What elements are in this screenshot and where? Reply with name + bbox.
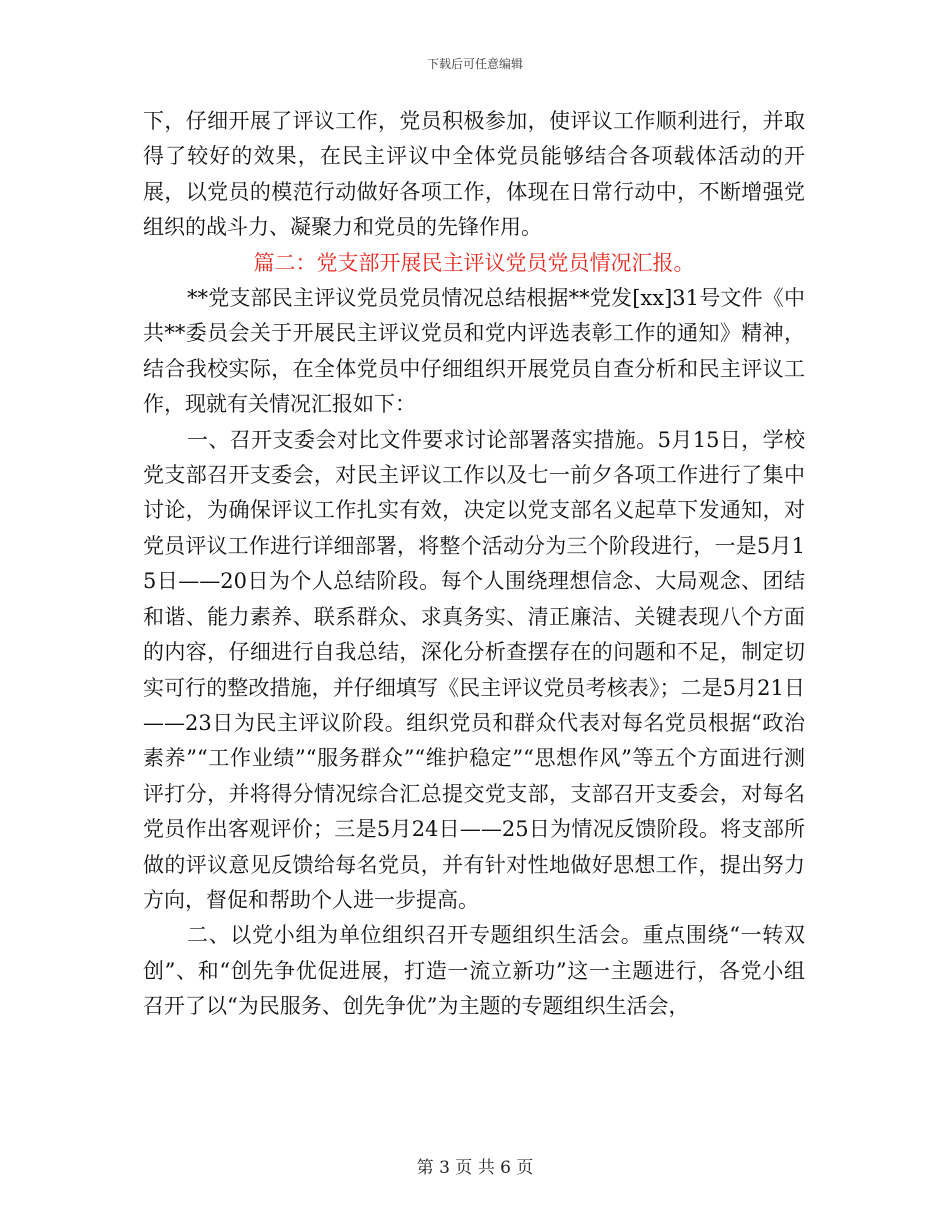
document-body xyxy=(143,104,805,1025)
paragraph-continuation: 下，仔细开展了评议工作，党员积极参加，使评议工作顺利进行，并取得了较好的效果，在民主评议中全体党员能够结合各项载体活动的开展，以党员的模范行动做好各项工作，体现在日常行动中，不断增强党组织的战斗力、凝聚力和党员的先锋作用。 xyxy=(143,109,805,240)
paragraph-intro: **党支部民主评议党员党员情况总结根据**党发[xx]31号文件《中共**委员会关于开展民主评议党员和党内评选表彰工作的通知》精神，结合我校实际，在全体党员中仔细组织开展党员自查分析和民主评议工作，现就有关情况汇报如下： xyxy=(143,286,805,417)
section-title: 篇二：党支部开展民主评议党员党员情况汇报。 xyxy=(253,250,695,275)
page-header: 下载后可任意编辑 xyxy=(426,57,523,71)
paragraph-point-one: 一、召开支委会对比文件要求讨论部署落实措施。5月15日，学校党支部召开支委会，对民主评议工作以及七一前夕各项工作进行了集中讨论，为确保评议工作扎实有效，决定以党支部名义起草下发通知，对党员评议工作进行详细部署，将整个活动分为三个阶段进行，一是5月15日——20日为个人总结阶段。每个人围绕理想信念、大局观念、团结和谐、能力素养、联系群众、求真务实、清正廉洁、关键表现八个方面的内容，仔细进行自我总结，深化分析查摆存在的问题和不足，制定切实可行的整改措施，并仔细填写《民主评议党员考核表》；二是5月21日——23日为民主评议阶段。组织党员和群众代表对每名党员根据“政治素养”“工作业绩”“服务群众”“维护稳定”“思想作风”等五个方面进行测评打分，并将得分情况综合汇总提交党支部，支部召开支委会，对每名党员作出客观评价；三是5月24日——25日为情况反馈阶段。将支部所做的评议意见反馈给每名党员，并有针对性地做好思想工作，提出努力方向，督促和帮助个人进一步提高。 xyxy=(143,427,805,912)
paragraph-point-two: 二、以党小组为单位组织召开专题组织生活会。重点围绕“一转双创”、和“创先争优促进展，打造一流立新功”这一主题进行，各党小组召开了以“为民服务、创先争优”为主题的专题组织生活会， xyxy=(143,923,805,1019)
page-number: 第 3 页 共 6 页 xyxy=(416,1158,534,1178)
